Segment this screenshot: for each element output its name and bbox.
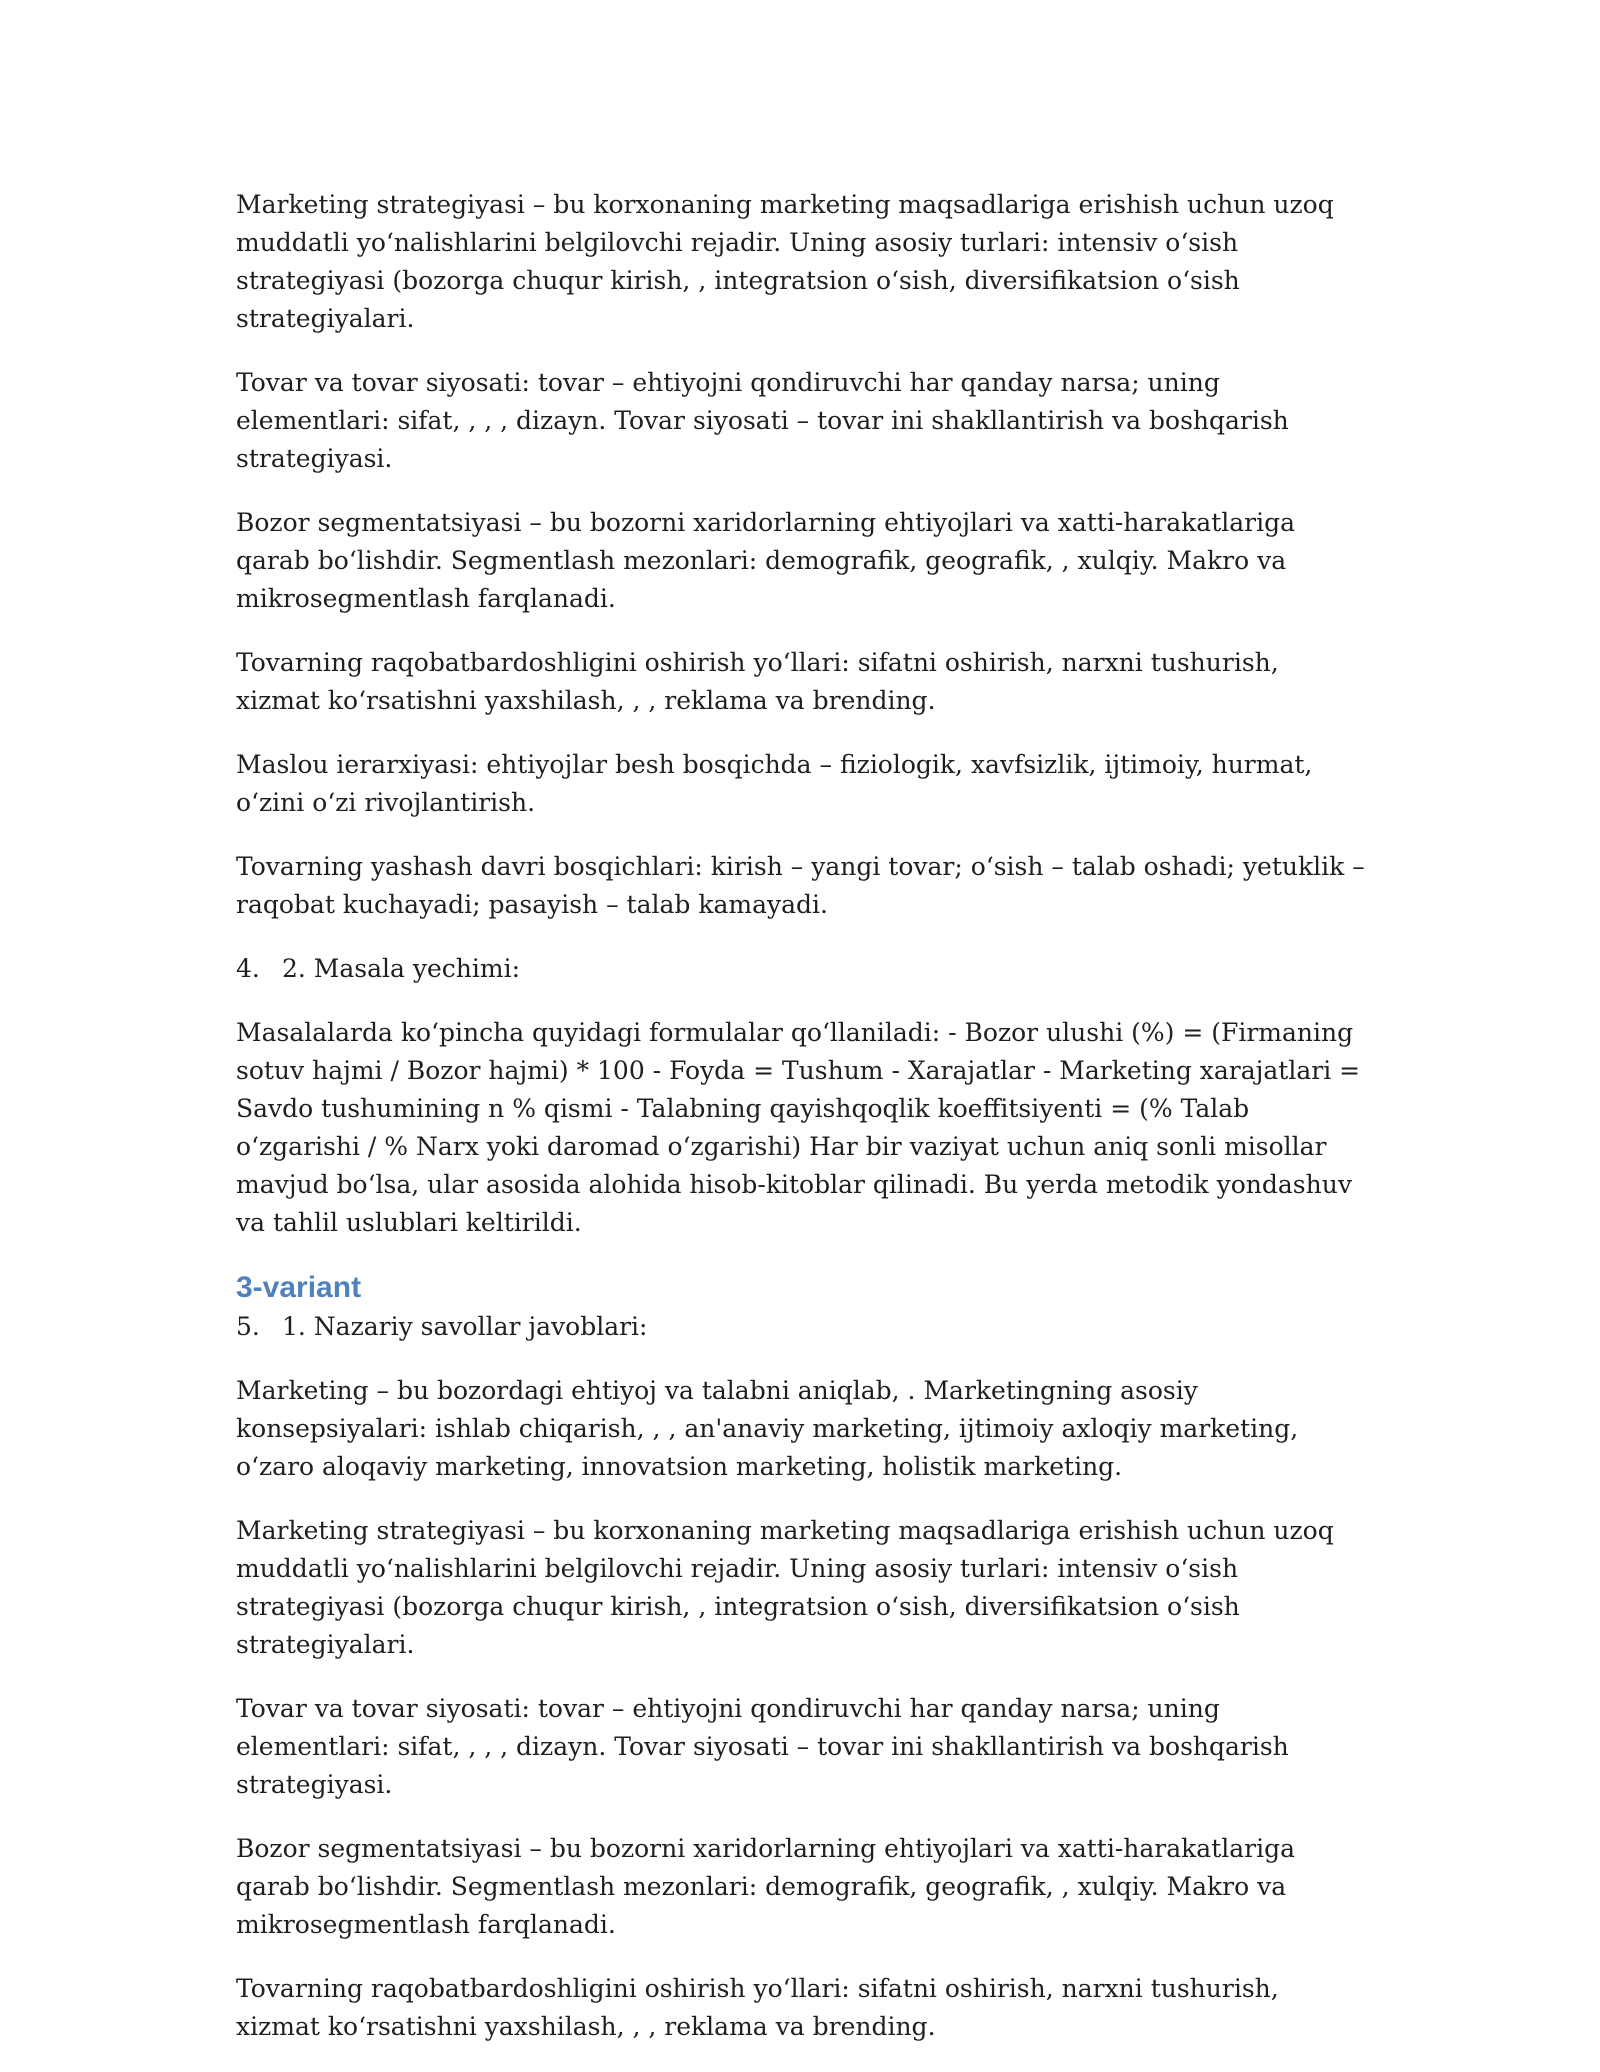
paragraph-marketing-definition: Marketing – bu bozordagi ehtiyoj va talabni aniqlab, . Marketingning asosiy konsepsiyalari: ishlab chiqarish, , , an'anaviy marketing, ijtimoiy axloqiy marketing, oʻzaro aloqaviy marketing, innovatsion marketing, holistik marketing.	[236, 1376, 1299, 1481]
list-number: 5.	[236, 1312, 260, 1341]
paragraph-formulas: Masalalarda koʻpincha quyidagi formulalar qoʻllaniladi: - Bozor ulushi (%) = (Firmaning sotuv hajmi / Bozor hajmi) * 100 - Foyda = Tushum - Xarajatlar - Marketing xarajatlari = Savdo tushumining n % qismi - Talabning qayishqoqlik koeffitsiyenti = (% Talab oʻzgarishi / % Narx yoki daromad oʻzgarishi) Har bir vaziyat uchun aniq sonli misollar mavjud boʻlsa, ular asosida alohida hisob-kitoblar qilinadi. Bu yerda metodik yondashuv va tahlil uslublari keltirildi.	[236, 1018, 1361, 1237]
list-item-theory-answers	[236, 1308, 1366, 1346]
document-page	[236, 186, 1366, 2072]
section-heading-variant-3: 3-variant	[236, 1271, 362, 1304]
paragraph-product-lifecycle: Tovarning yashash davri bosqichlari: kirish – yangi tovar; oʻsish – talab oshadi; yetuklik – raqobat kuchayadi; pasayish – talab kamayadi.	[236, 852, 1365, 919]
paragraph-product-policy-2: Tovar va tovar siyosati: tovar – ehtiyojni qondiruvchi har qanday narsa; uning elementlari: sifat, , , , dizayn. Tovar siyosati – tovar ini shakllantirish va boshqarish strategiyasi.	[236, 1694, 1289, 1799]
list-number: 4.	[236, 954, 260, 983]
paragraph-product-policy: Tovar va tovar siyosati: tovar – ehtiyojni qondiruvchi har qanday narsa; uning elementlari: sifat, , , , dizayn. Tovar siyosati – tovar ini shakllantirish va boshqarish strategiyasi.	[236, 368, 1289, 473]
paragraph-market-segmentation: Bozor segmentatsiyasi – bu bozorni xaridorlarning ehtiyojlari va xatti-harakatlariga qarab boʻlishdir. Segmentlash mezonlari: demografik, geografik, , xulqiy. Makro va mikrosegmentlash farqlanadi.	[236, 508, 1296, 613]
paragraph-competitiveness-2: Tovarning raqobatbardoshligini oshirish yoʻllari: sifatni oshirish, narxni tushurish, xizmat koʻrsatishni yaxshilash, , , reklama va brending.	[236, 1974, 1279, 2041]
paragraph-marketing-strategy: Marketing strategiyasi – bu korxonaning marketing maqsadlariga erishish uchun uzoq muddatli yoʻnalishlarini belgilovchi rejadir. Uning asosiy turlari: intensiv oʻsish strategiyasi (bozorga chuqur kirish, , integratsion oʻsish, diversifikatsion oʻsish strategiyalari.	[236, 190, 1334, 333]
paragraph-market-segmentation-2: Bozor segmentatsiyasi – bu bozorni xaridorlarning ehtiyojlari va xatti-harakatlariga qarab boʻlishdir. Segmentlash mezonlari: demografik, geografik, , xulqiy. Makro va mikrosegmentlash farqlanadi.	[236, 1834, 1296, 1939]
list-item-problem-solution	[236, 950, 1366, 988]
paragraph-competitiveness: Tovarning raqobatbardoshligini oshirish yoʻllari: sifatni oshirish, narxni tushurish, xizmat koʻrsatishni yaxshilash, , , reklama va brending.	[236, 648, 1279, 715]
list-item-label: 2. Masala yechimi:	[282, 954, 521, 983]
list-item-label: 1. Nazariy savollar javoblari:	[282, 1312, 648, 1341]
paragraph-marketing-strategy-2: Marketing strategiyasi – bu korxonaning marketing maqsadlariga erishish uchun uzoq muddatli yoʻnalishlarini belgilovchi rejadir. Uning asosiy turlari: intensiv oʻsish strategiyasi (bozorga chuqur kirish, , integratsion oʻsish, diversifikatsion oʻsish strategiyalari.	[236, 1516, 1334, 1659]
paragraph-maslow-hierarchy: Maslou ierarxiyasi: ehtiyojlar besh bosqichda – fiziologik, xavfsizlik, ijtimoiy, hurmat, oʻzini oʻzi rivojlantirish.	[236, 750, 1313, 817]
